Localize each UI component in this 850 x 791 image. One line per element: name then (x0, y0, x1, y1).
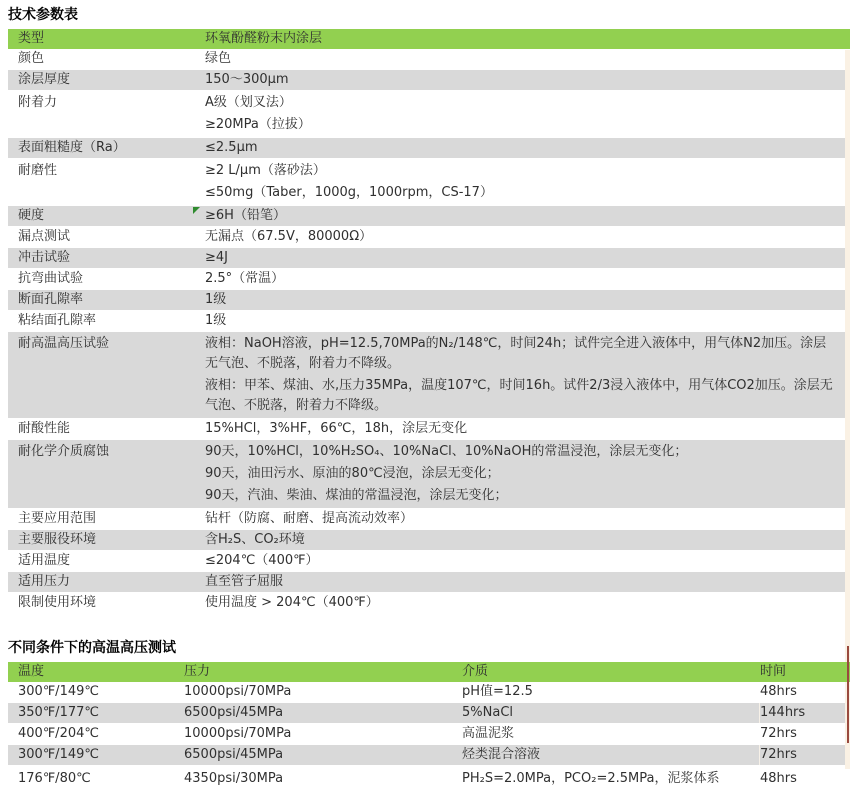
table-row (8, 91, 845, 137)
param-label: 漏点测试 (18, 229, 71, 244)
table-row (8, 593, 845, 613)
cell-time: 144hrs (759, 703, 845, 723)
param-label: 涂层厚度 (18, 72, 71, 87)
table-row (8, 529, 845, 551)
cell-temperature: 350℉/177℃ (18, 705, 99, 720)
table-row (8, 289, 845, 311)
table-row (8, 69, 845, 91)
cell-temperature: 300℉/149℃ (18, 684, 99, 699)
cell-temperature: 176℉/80℃ (18, 771, 91, 786)
table-row (8, 724, 845, 744)
column-header-temperature: 温度 (18, 664, 45, 679)
param-value: ≥6H（铅笔） (205, 208, 286, 223)
table-row (8, 311, 845, 331)
param-label: 粘结面孔隙率 (18, 313, 97, 328)
page (0, 6, 850, 786)
cell-temperature: 400℉/204℃ (18, 726, 99, 741)
param-value: 无漏点（67.5V，80000Ω） (205, 229, 373, 244)
table-row (8, 744, 845, 766)
param-value: 绿色 (205, 51, 232, 66)
column-header-medium: 介质 (462, 664, 489, 679)
cell-medium: pH值=12.5 (462, 684, 533, 699)
table-row (8, 159, 845, 205)
table-row (8, 551, 845, 571)
param-label: 抗弯曲试验 (18, 271, 84, 286)
param-value: 环氧酚醛粉末内涂层 (205, 31, 323, 46)
table-row (8, 439, 845, 509)
param-value: ≥4J (205, 250, 228, 265)
cell-time: 72hrs (759, 745, 845, 765)
cell-pressure: 4350psi/30MPa (184, 771, 284, 786)
param-value: 2.5°（常温） (205, 271, 285, 286)
cell-pressure: 6500psi/45MPa (184, 705, 284, 720)
hthp-test-table (8, 662, 850, 791)
param-label: 耐高温高压试验 (18, 336, 110, 351)
param-label: 耐化学介质腐蚀 (18, 444, 110, 459)
table-row (8, 419, 845, 439)
param-value: 直至管子屈服 (205, 574, 284, 589)
param-label: 耐磨性 (18, 163, 58, 178)
cell-pressure: 10000psi/70MPa (184, 726, 292, 741)
cell-time: 72hrs (760, 726, 797, 741)
param-label: 主要应用范围 (18, 511, 97, 526)
param-label: 限制使用环境 (18, 595, 97, 610)
cell-medium: 高温泥浆 (462, 726, 515, 741)
param-value: 90天，10%HCl，10%H₂SO₄、10%NaCl、10%NaOH的常温浸泡，涂层无变化； 90天，油田污水、原油的80℃浸泡，涂层无变化； 90天，汽油、柴油、煤油的常温浸泡，涂层无变化； (205, 444, 688, 503)
param-value: 1级 (205, 292, 227, 307)
table-row (8, 137, 845, 159)
table-row (8, 682, 845, 702)
table-row (8, 509, 845, 529)
param-value: ≥2 L/μm（落砂法） ≤50mg（Taber，1000g，1000rpm，CS-17） (205, 163, 493, 200)
param-value: 15%HCl，3%HF，66℃，18h，涂层无变化 (205, 421, 468, 436)
cell-medium: 5%NaCl (462, 705, 514, 720)
param-label: 附着力 (18, 95, 58, 110)
param-value: 150～300μm (205, 72, 289, 87)
technical-parameters-table (8, 29, 850, 613)
cell-medium: PH₂S=2.0MPa，PCO₂=2.5MPa，泥浆体系 (462, 771, 720, 786)
table-row (8, 702, 845, 724)
param-value: 钻杆（防腐、耐磨、提高流动效率） (205, 511, 414, 526)
param-value: 1级 (205, 313, 227, 328)
table-row (8, 205, 845, 227)
table-row (8, 29, 850, 49)
cell-medium: 烃类混合溶液 (462, 747, 541, 762)
param-label: 表面粗糙度（Ra） (18, 140, 126, 155)
cell-time: 48hrs (760, 771, 797, 786)
table-header-row (8, 662, 850, 682)
table1-title: 技术参数表 (8, 7, 78, 23)
param-value: 使用温度 > 204℃（400℉） (205, 595, 379, 610)
param-label: 类型 (18, 31, 45, 46)
cell-time: 48hrs (760, 684, 797, 699)
table-row (8, 49, 845, 69)
column-header-time: 时间 (760, 664, 787, 679)
param-label: 适用温度 (18, 553, 71, 568)
param-label: 断面孔隙率 (18, 292, 84, 307)
table-row (8, 269, 845, 289)
cell-temperature: 300℉/149℃ (18, 747, 99, 762)
param-label: 硬度 (18, 208, 45, 223)
column-header-pressure: 压力 (184, 664, 211, 679)
param-value: ≤204℃（400℉） (205, 553, 319, 568)
param-label: 适用压力 (18, 574, 71, 589)
param-value: 液相：NaOH溶液，pH=12.5,70MPa的N₂/148℃，时间24h；试件完全进入液体中，用气体N2加压。涂层无气泡、不脱落，附着力不降级。 液相：甲苯、煤油、水,压力35MPa，温度107℃，时间16h。试件2/3浸入液体中，用气体CO2加压。涂层无气泡、不脱落，附着力不降级。 (205, 336, 833, 413)
cell-pressure: 6500psi/45MPa (184, 747, 284, 762)
param-value: 含H₂S、CO₂环境 (205, 532, 305, 547)
table-row (8, 247, 845, 269)
param-label: 耐酸性能 (18, 421, 71, 436)
table-row (8, 766, 845, 791)
table-row (8, 331, 845, 419)
cell-pressure: 10000psi/70MPa (184, 684, 292, 699)
table-row (8, 227, 845, 247)
param-value: ≤2.5μm (205, 140, 258, 155)
param-value: A级（划叉法） ≥20MPa（拉拔） (205, 95, 311, 132)
param-label: 冲击试验 (18, 250, 71, 265)
window-edge-artifact (847, 646, 849, 743)
param-label: 颜色 (18, 51, 45, 66)
table2-title: 不同条件下的高温高压测试 (8, 640, 176, 656)
param-label: 主要服役环境 (18, 532, 97, 547)
table-row (8, 571, 845, 593)
